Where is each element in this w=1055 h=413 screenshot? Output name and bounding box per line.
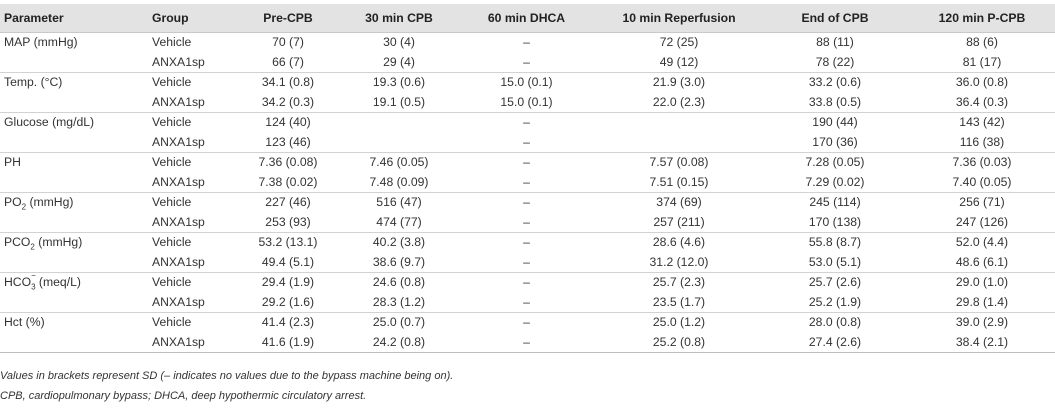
- parameter-unit: (mmHg): [34, 235, 83, 250]
- parameter-cell: [0, 32, 148, 52]
- parameter-label: Hct (%): [4, 315, 45, 330]
- parameter-subscript-group: [21, 195, 27, 212]
- table-row: [0, 112, 1055, 132]
- parameter-cell: [0, 92, 148, 112]
- value-cell: 39.0 (2.9): [955, 315, 1009, 330]
- value-cell: 374 (69): [656, 195, 702, 210]
- value-cell: –: [456, 52, 597, 72]
- value-cell: 116 (38): [909, 132, 1055, 152]
- value-cell: [597, 132, 761, 152]
- table-row: [0, 72, 1055, 92]
- header-cell: 10 min Reperfusion: [597, 4, 761, 32]
- value-cell: 7.36 (0.03): [952, 155, 1012, 170]
- group-cell: ANXA1sp: [148, 92, 234, 112]
- parameter-unit: (mmHg): [26, 195, 74, 210]
- value-cell: 15.0 (0.1): [500, 75, 553, 90]
- value-cell: 170 (138): [761, 212, 909, 232]
- table-row: [0, 192, 1055, 212]
- parameter-cell: [0, 292, 148, 312]
- value-cell: 19.3 (0.6): [372, 75, 426, 90]
- table-row: [0, 92, 1055, 112]
- value-cell: 78 (22): [761, 52, 909, 72]
- value-cell: 7.29 (0.02): [761, 172, 909, 192]
- parameter-subscript-group: − $_3$: [31, 271, 36, 292]
- value-cell: 21.9 (3.0): [652, 75, 706, 90]
- value-cell: 28.6 (4.6): [652, 235, 706, 250]
- value-cell: 247 (126): [909, 212, 1055, 232]
- table-row: [0, 172, 1055, 192]
- value-cell: 170 (36): [761, 132, 909, 152]
- parameter-label: Temp. (°C): [4, 75, 63, 90]
- value-cell: 29.2 (1.6): [234, 292, 342, 312]
- value-cell: 53.0 (5.1): [761, 252, 909, 272]
- value-cell: 29.0 (1.0): [955, 275, 1009, 290]
- parameter-subscript: 3: [31, 282, 36, 292]
- value-cell: 23.5 (1.7): [597, 292, 761, 312]
- value-cell: 25.2 (0.8): [597, 332, 761, 352]
- value-cell: 29 (4): [342, 52, 456, 72]
- value-cell: 66 (7): [234, 52, 342, 72]
- parameter-cell: [0, 52, 148, 72]
- table-row: [0, 132, 1055, 152]
- parameter-label: PCO: [4, 235, 31, 250]
- value-cell: 124 (40): [265, 115, 311, 130]
- value-cell: 253 (93): [234, 212, 342, 232]
- value-cell: 7.48 (0.09): [342, 172, 456, 192]
- parameter-unit: (meq/L): [35, 275, 81, 290]
- value-cell: [342, 112, 456, 132]
- value-cell: –: [456, 172, 597, 192]
- parameter-subscript-group: [30, 235, 35, 252]
- table-row: [0, 252, 1055, 272]
- value-cell: –: [523, 195, 530, 210]
- value-cell: 24.6 (0.8): [372, 275, 426, 290]
- table-row: [0, 32, 1055, 52]
- value-cell: 49 (12): [597, 52, 761, 72]
- value-cell: 7.38 (0.02): [234, 172, 342, 192]
- group-cell: ANXA1sp: [148, 252, 234, 272]
- value-cell: 30 (4): [383, 35, 415, 50]
- parameter-cell: [0, 332, 148, 352]
- header-cell: Group: [148, 4, 234, 32]
- value-cell: 55.8 (8.7): [808, 235, 862, 250]
- value-cell: 227 (46): [265, 195, 311, 210]
- value-cell: 33.8 (0.5): [761, 92, 909, 112]
- footnote: Values in brackets represent SD (– indicates no values due to the bypass machine being on).: [0, 370, 454, 382]
- parameter-cell: [0, 252, 148, 272]
- value-cell: 38.6 (9.7): [342, 252, 456, 272]
- table-footnotes: [0, 366, 1055, 406]
- group-cell: Vehicle: [152, 75, 192, 90]
- group-cell: ANXA1sp: [148, 212, 234, 232]
- table-row: [0, 312, 1055, 332]
- value-cell: 88 (11): [816, 35, 854, 50]
- group-cell: ANXA1sp: [148, 292, 234, 312]
- value-cell: 7.40 (0.05): [909, 172, 1055, 192]
- value-cell: 25.7 (2.6): [808, 275, 862, 290]
- value-cell: 52.0 (4.4): [955, 235, 1009, 250]
- value-cell: 41.4 (2.3): [261, 315, 315, 330]
- header-row: [0, 4, 1055, 32]
- parameter-cell: [0, 112, 148, 132]
- value-cell: –: [456, 332, 597, 352]
- group-cell: ANXA1sp: [148, 172, 234, 192]
- parameter-cell: [0, 212, 148, 232]
- value-cell: 28.3 (1.2): [342, 292, 456, 312]
- value-cell: 7.57 (0.08): [649, 155, 709, 170]
- value-cell: –: [523, 235, 530, 250]
- value-cell: –: [456, 212, 597, 232]
- value-cell: [597, 112, 761, 132]
- value-cell: 34.2 (0.3): [234, 92, 342, 112]
- group-cell: Vehicle: [152, 235, 192, 250]
- table-row: [0, 52, 1055, 72]
- value-cell: 48.6 (6.1): [909, 252, 1055, 272]
- header-cell: 60 min DHCA: [456, 4, 597, 32]
- table-row: [0, 152, 1055, 172]
- value-cell: 25.0 (1.2): [652, 315, 706, 330]
- parameter-cell: [0, 132, 148, 152]
- value-cell: 245 (114): [809, 195, 861, 210]
- parameter-label: PH: [4, 155, 21, 170]
- value-cell: [342, 132, 456, 152]
- value-cell: 7.36 (0.08): [258, 155, 318, 170]
- value-cell: –: [456, 132, 597, 152]
- value-cell: –: [456, 292, 597, 312]
- parameter-label: PO: [4, 195, 22, 210]
- parameter-subscript: 2: [21, 202, 27, 212]
- value-cell: 7.46 (0.05): [369, 155, 429, 170]
- value-cell: 41.6 (1.9): [234, 332, 342, 352]
- group-cell: ANXA1sp: [148, 52, 234, 72]
- group-cell: Vehicle: [152, 315, 192, 330]
- value-cell: 33.2 (0.6): [808, 75, 862, 90]
- table-row: [0, 212, 1055, 232]
- value-cell: 190 (44): [812, 115, 858, 130]
- table-row: [0, 332, 1055, 352]
- value-cell: 25.0 (0.7): [372, 315, 426, 330]
- parameter-cell: [0, 272, 148, 292]
- header-cell: Parameter: [0, 4, 148, 32]
- value-cell: 72 (25): [659, 35, 699, 50]
- parameter-cell: [0, 312, 148, 332]
- value-cell: –: [523, 115, 530, 130]
- value-cell: 81 (17): [909, 52, 1055, 72]
- parameter-cell: [0, 72, 148, 92]
- footnote: CPB, cardiopulmonary bypass; DHCA, deep hypothermic circulatory arrest.: [0, 390, 367, 402]
- parameter-label: Glucose (mg/dL): [4, 115, 95, 130]
- group-cell: Vehicle: [152, 115, 192, 130]
- value-cell: 22.0 (2.3): [597, 92, 761, 112]
- value-cell: 53.2 (13.1): [258, 235, 318, 250]
- value-cell: 40.2 (3.8): [372, 235, 426, 250]
- value-cell: 31.2 (12.0): [597, 252, 761, 272]
- parameter-cell: [0, 232, 148, 252]
- value-cell: 143 (42): [959, 115, 1005, 130]
- group-cell: Vehicle: [152, 195, 192, 210]
- value-cell: –: [523, 275, 530, 290]
- value-cell: 24.2 (0.8): [342, 332, 456, 352]
- value-cell: 29.4 (1.9): [261, 275, 315, 290]
- value-cell: 19.1 (0.5): [342, 92, 456, 112]
- value-cell: –: [456, 252, 597, 272]
- value-cell: 34.1 (0.8): [261, 75, 315, 90]
- value-cell: 256 (71): [959, 195, 1005, 210]
- value-cell: 49.4 (5.1): [234, 252, 342, 272]
- group-cell: Vehicle: [152, 35, 192, 50]
- value-cell: 474 (77): [342, 212, 456, 232]
- group-cell: ANXA1sp: [148, 132, 234, 152]
- table-row: [0, 272, 1055, 292]
- parameter-cell: [0, 152, 148, 172]
- parameter-cell: [0, 192, 148, 212]
- table-body: [0, 32, 1055, 352]
- value-cell: 25.7 (2.3): [652, 275, 706, 290]
- parameter-label: HCO: [4, 275, 32, 290]
- value-cell: 516 (47): [376, 195, 422, 210]
- group-cell: ANXA1sp: [148, 332, 234, 352]
- value-cell: 88 (6): [966, 35, 998, 50]
- value-cell: 36.0 (0.8): [955, 75, 1009, 90]
- group-cell: Vehicle: [152, 155, 192, 170]
- value-cell: 29.8 (1.4): [909, 292, 1055, 312]
- parameter-subscript: 2: [30, 242, 35, 252]
- value-cell: 15.0 (0.1): [456, 92, 597, 112]
- header-cell: 120 min P-CPB: [909, 4, 1055, 32]
- header-cell: Pre-CPB: [234, 4, 342, 32]
- value-cell: 27.4 (2.6): [761, 332, 909, 352]
- group-cell: Vehicle: [152, 275, 192, 290]
- parameter-label: MAP (mmHg): [4, 35, 78, 50]
- value-cell: 25.2 (1.9): [761, 292, 909, 312]
- value-cell: 38.4 (2.1): [909, 332, 1055, 352]
- value-cell: –: [523, 155, 530, 170]
- value-cell: –: [523, 315, 530, 330]
- value-cell: 123 (46): [234, 132, 342, 152]
- value-cell: –: [523, 35, 530, 50]
- results-table: [0, 4, 1055, 353]
- header-cell: 30 min CPB: [342, 4, 456, 32]
- value-cell: 36.4 (0.3): [909, 92, 1055, 112]
- header-cell: End of CPB: [761, 4, 909, 32]
- value-cell: 7.28 (0.05): [805, 155, 865, 170]
- value-cell: 7.51 (0.15): [597, 172, 761, 192]
- value-cell: 257 (211): [597, 212, 761, 232]
- table-row: [0, 292, 1055, 312]
- table-row: [0, 232, 1055, 252]
- value-cell: 70 (7): [272, 35, 304, 50]
- parameter-cell: [0, 172, 148, 192]
- value-cell: 28.0 (0.8): [808, 315, 862, 330]
